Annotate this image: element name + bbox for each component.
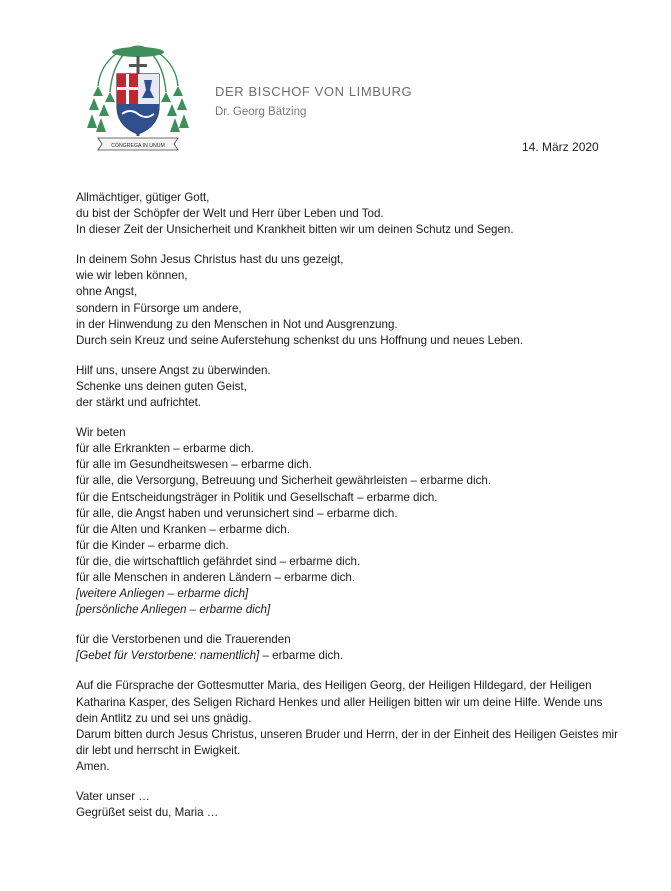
intercessions	[76, 425, 626, 618]
intercession-line: für die Alten und Kranken – erbarme dich.	[76, 522, 290, 536]
text-line: sondern in Fürsorge um andere,	[76, 301, 242, 315]
intercession-line: für alle Erkrankten – erbarme dich.	[76, 442, 254, 456]
letterhead	[215, 84, 412, 118]
hat-crown	[124, 46, 152, 52]
bishop-title: DER BISCHOF VON LIMBURG	[215, 84, 413, 99]
bishop-name: Dr. Georg Bätzing	[215, 106, 307, 118]
text-line: in der Hinwendung zu den Menschen in Not und Ausgrenzung.	[76, 317, 398, 331]
text-line: Schenke uns deinen guten Geist,	[76, 379, 247, 393]
text-line: Durch sein Kreuz und seine Auferstehung schenkst du uns Hoffnung und neues Leben.	[76, 333, 524, 347]
paragraph-closing	[76, 678, 626, 775]
text-line: für die Verstorbenen und die Trauerenden	[76, 633, 291, 647]
text-line: du bist der Schöpfer der Welt und Herr über Leben und Tod.	[76, 207, 384, 221]
paragraph-2	[76, 252, 626, 349]
text-line: In dieser Zeit der Unsicherheit und Krankheit bitten wir um deinen Schutz und Segen.	[76, 223, 514, 237]
text-line: Wir beten	[76, 426, 126, 440]
tassels-right	[161, 86, 189, 132]
text-line: Allmächtiger, gütiger Gott,	[76, 191, 210, 204]
paragraph-1	[76, 190, 626, 238]
paragraph-3	[76, 363, 626, 411]
intercession-line: für alle im Gesundheitswesen – erbarme dich.	[76, 458, 312, 472]
deceased-placeholder: [Gebet für Verstorbene: namentlich]	[76, 649, 260, 663]
intercession-line: für alle Menschen in anderen Ländern – erbarme dich.	[76, 570, 356, 584]
paragraph-deceased	[76, 632, 626, 664]
text-line: wie wir leben können,	[76, 269, 188, 283]
text-block: Auf die Fürsprache der Gottesmutter Maria, des Heiligen Georg, der Heiligen Hildegard, der Heiligen Katharina Kasper, des Seligen Richard Henkes und aller Heiligen bitten wir um deine Hilfe. Wende uns dein Antlitz zu und sei uns gnädig.	[76, 679, 603, 725]
intercession-optional: [weitere Anliegen – erbarme dich]	[76, 587, 249, 601]
deceased-suffix: – erbarme dich.	[259, 649, 344, 663]
prayer-text	[76, 190, 626, 821]
amen: Amen.	[76, 759, 110, 773]
intercession-line: für die Kinder – erbarme dich.	[76, 538, 229, 552]
intercession-line: für die Entscheidungsträger in Politik und Gesellschaft – erbarme dich.	[76, 490, 438, 504]
paragraph-prayers	[76, 789, 626, 821]
text-block: Darum bitten durch Jesus Christus, unseren Bruder und Herrn, der in der Einheit des Heiligen Geistes mir dir lebt und herrscht in Ewigkeit.	[76, 727, 618, 757]
letter-date: 14. März 2020	[522, 140, 599, 154]
text-line: Gegrüßet seist du, Maria …	[76, 806, 219, 820]
text-line: Vater unser …	[76, 790, 150, 803]
intercession-line: für die, die wirtschaftlich gefährdet sind – erbarme dich.	[76, 554, 361, 568]
text-line	[76, 648, 626, 664]
intercession-optional: [persönliche Anliegen – erbarme dich]	[76, 603, 271, 617]
text-line: ohne Angst,	[76, 285, 138, 299]
text-line: der stärkt und aufrichtet.	[76, 396, 202, 410]
text-line: Hilf uns, unsere Angst zu überwinden.	[76, 363, 271, 377]
intercession-line: für alle, die Versorgung, Betreuung und Sicherheit gewährleisten – erbarme dich.	[76, 474, 492, 488]
motto-text: CONGREGA IN UNUM	[111, 143, 165, 149]
intercession-line: für alle, die Angst haben und verunsichert sind – erbarme dich.	[76, 506, 398, 520]
coat-of-arms-emblem	[84, 40, 192, 152]
tassels-left	[87, 86, 115, 132]
text-line: In deinem Sohn Jesus Christus hast du uns gezeigt,	[76, 253, 344, 267]
